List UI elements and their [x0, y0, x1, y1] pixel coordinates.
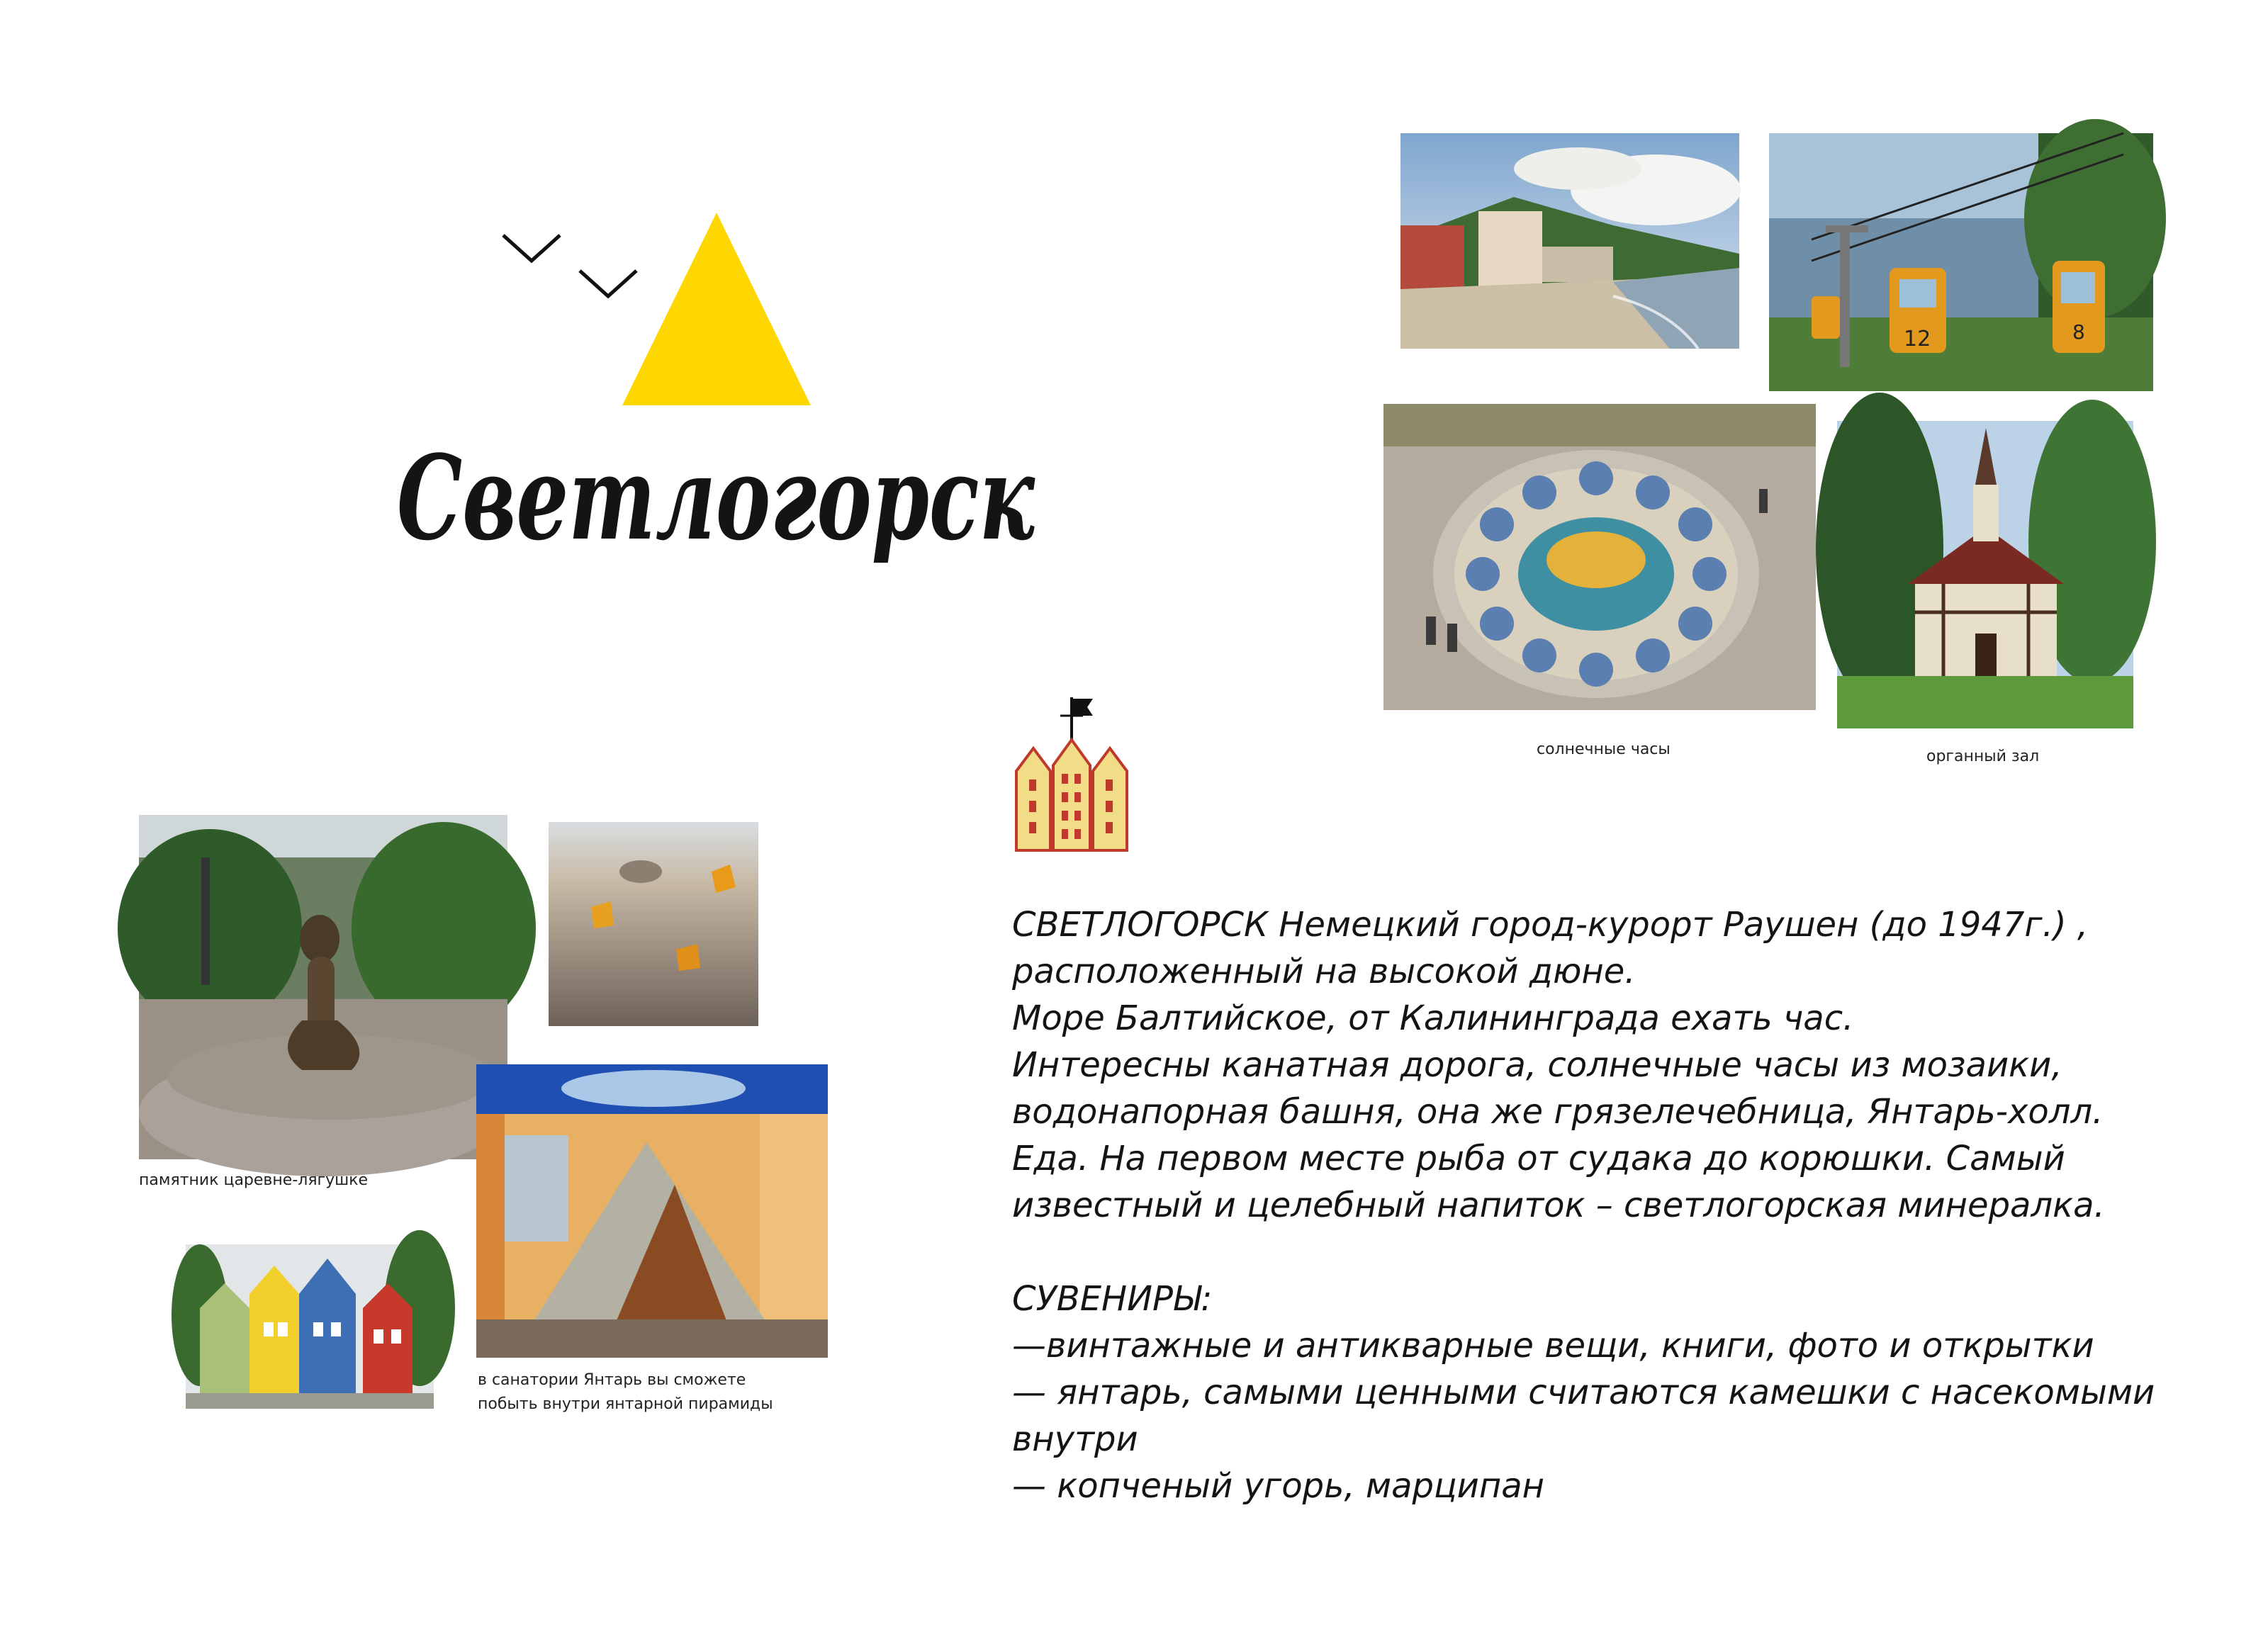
svg-text:8: 8 — [2072, 320, 2085, 344]
description-line: Интересны канатная дорога, солнечные часы из мозаики, — [1012, 1045, 2062, 1085]
amber-pyramid-caption-line1: в санатории Янтарь вы сможете — [478, 1371, 746, 1389]
beach-promenade-photo — [1400, 133, 1739, 349]
description-line: известный и целебный напиток – светлогорская минералка. — [1012, 1186, 2105, 1225]
description-line — [1012, 1229, 2245, 1276]
organ-hall-caption: органный зал — [1926, 748, 2040, 765]
souvenirs-heading: СУВЕНИРЫ: — [1012, 1279, 1213, 1319]
sundial-mosaic-photo — [1383, 404, 1816, 710]
souvenir-item: —винтажные и антикварные вещи, книги, фото и открытки — [1012, 1326, 2094, 1366]
description-line: водонапорная башня, она же грязелечебница, Янтарь-холл. — [1012, 1092, 2104, 1132]
frog-princess-statue-photo — [139, 815, 507, 1159]
logo-title-text: Светлогорск — [397, 429, 1035, 566]
logo-title — [397, 397, 1035, 581]
colorful-houses-photo — [186, 1244, 434, 1409]
frog-princess-caption: памятник царевне-лягушке — [139, 1171, 369, 1189]
description-line: Еда. На первом месте рыба от судака до корюшки. Самый — [1012, 1139, 2065, 1178]
amber-pyramid-caption-line2: побыть внутри янтарной пирамиды — [478, 1395, 773, 1413]
organ-hall-photo — [1837, 421, 2133, 728]
description-text — [1012, 901, 2245, 1509]
svg-text:12: 12 — [1904, 327, 1931, 351]
description-line: расположенный на высокой дюне. — [1012, 952, 1636, 991]
amber-stones-photo — [549, 822, 758, 1026]
sundial-caption: солнечные часы — [1537, 741, 1671, 758]
description-line: Море Балтийское, от Калининграда ехать час. — [1012, 998, 1854, 1038]
houses-flag-icon — [1014, 694, 1134, 855]
cable-car-photo — [1769, 133, 2153, 391]
souvenir-item: внутри — [1012, 1419, 1138, 1459]
triangle-icon — [621, 213, 812, 405]
amber-pyramid-photo — [476, 1064, 828, 1358]
description-line: СВЕТЛОГОРСК Немецкий город-курорт Раушен (до 1947г.) , — [1012, 905, 2089, 945]
souvenir-item: — копченый угорь, марципан — [1012, 1466, 1545, 1506]
souvenir-item: — янтарь, самыми ценными считаются камешки с насекомыми — [1012, 1373, 2155, 1412]
